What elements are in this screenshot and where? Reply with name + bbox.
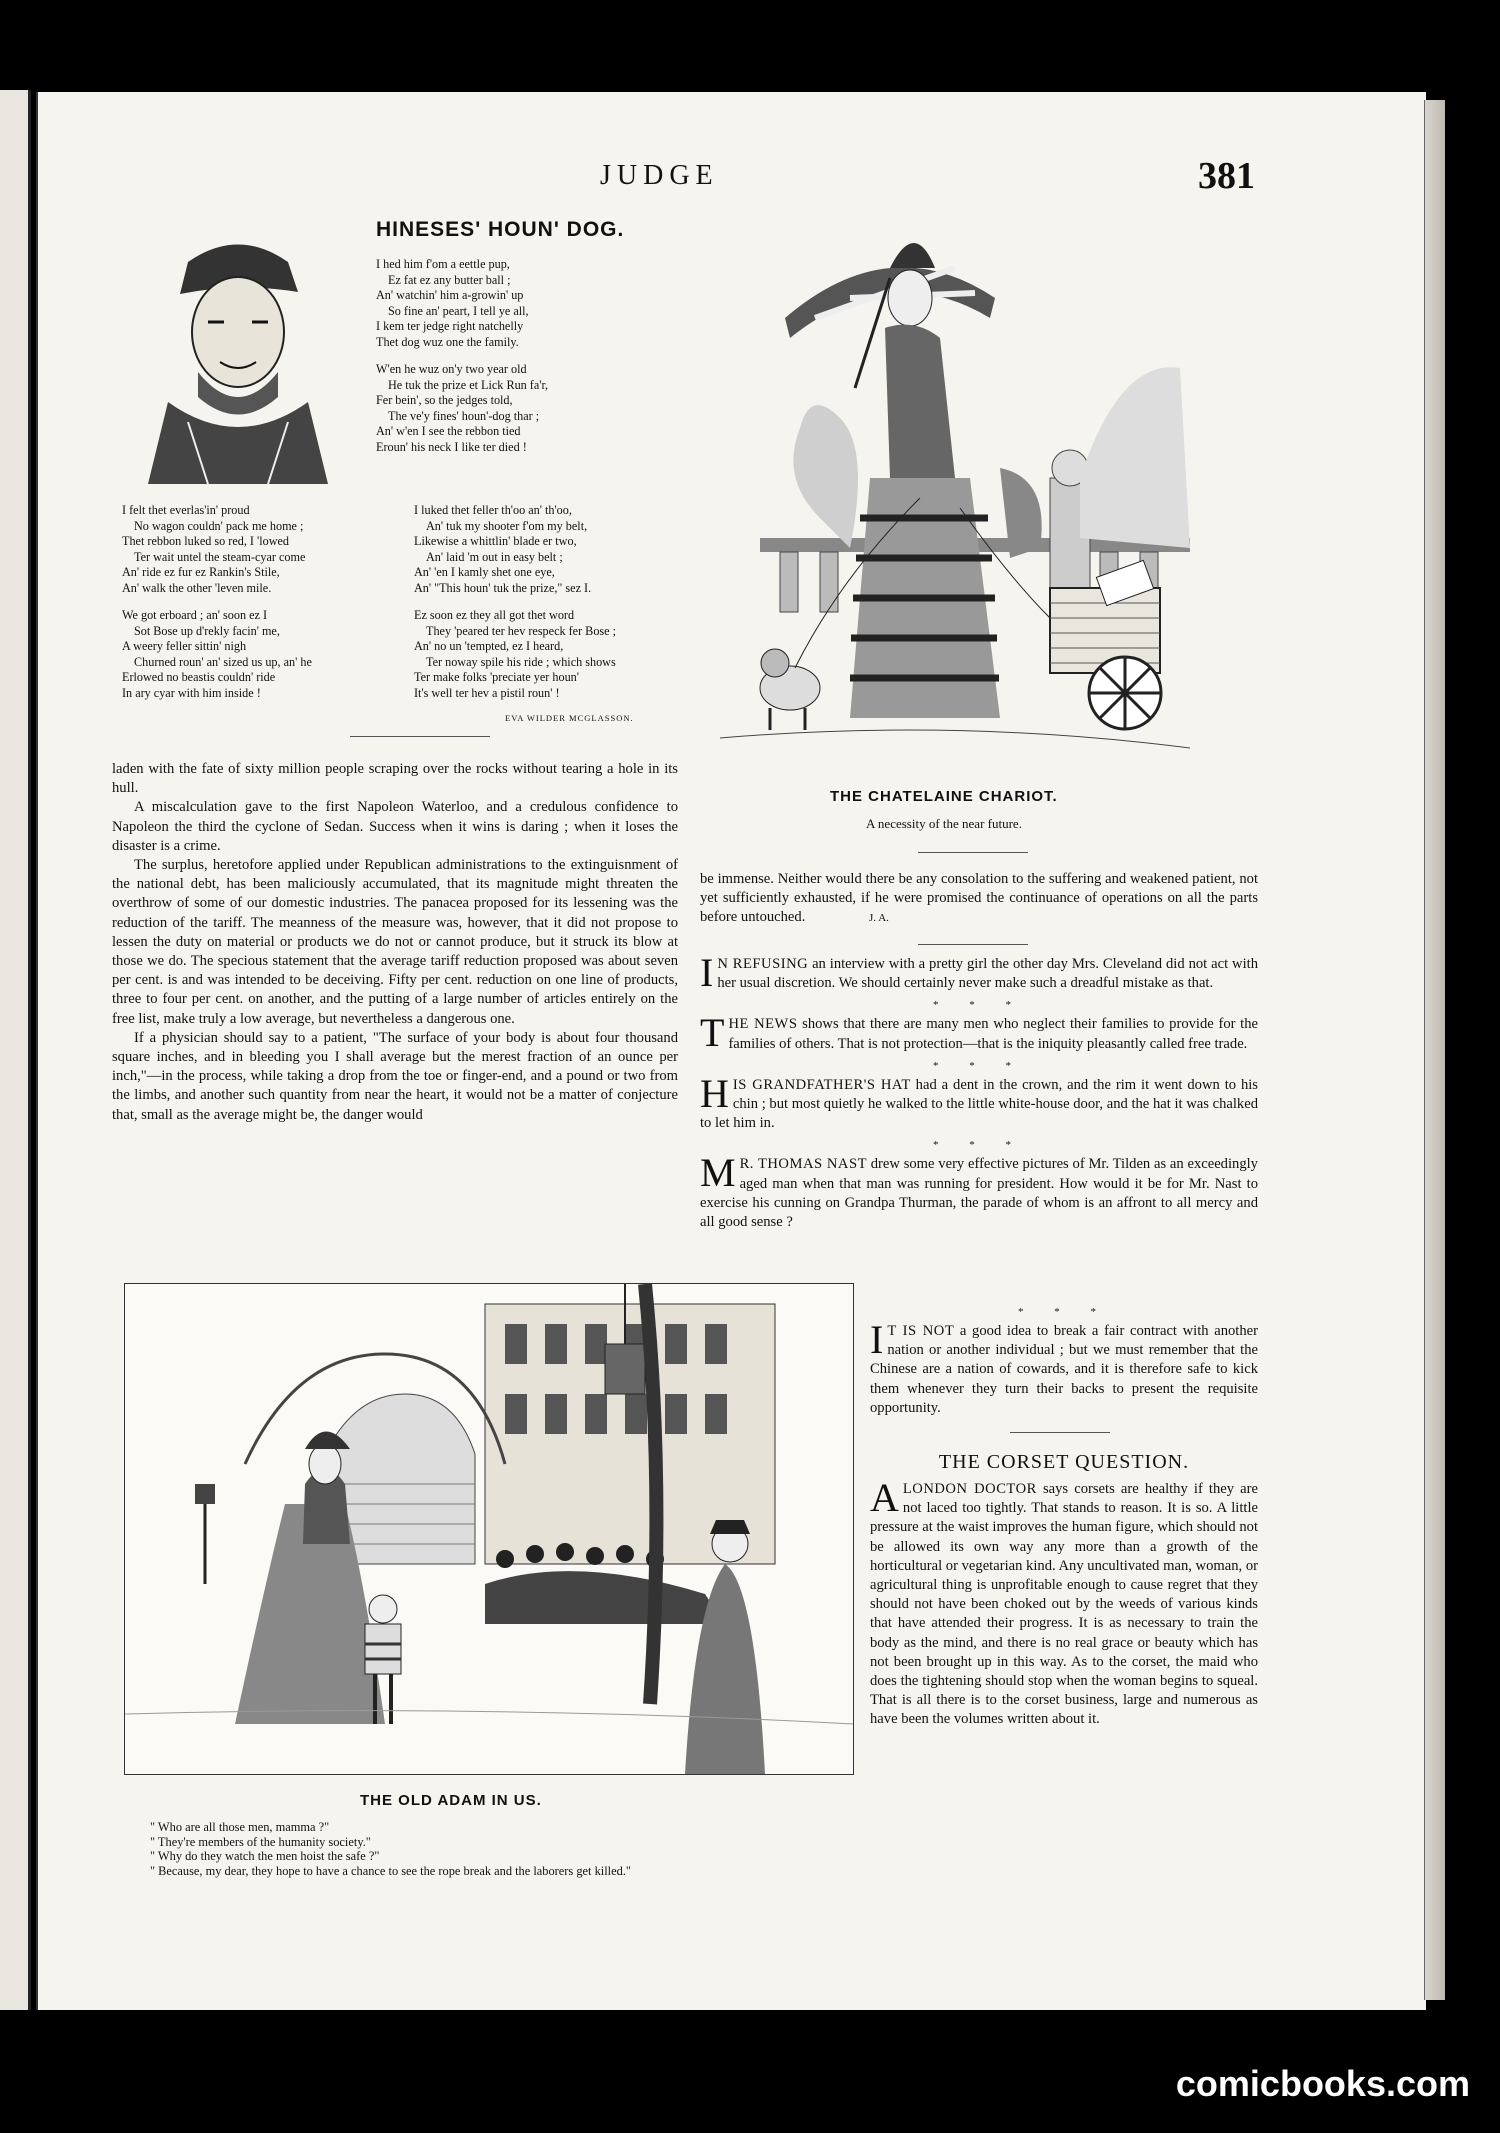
poem-line: An' w'en I see the rebbon tied <box>376 424 521 438</box>
poem-line: So fine an' peart, I tell ye all, <box>388 303 529 318</box>
poem-column-2 <box>122 503 382 713</box>
editorial-signature: J. A. <box>869 912 889 925</box>
drop-cap: I <box>700 950 714 995</box>
short-item <box>870 1317 1258 1418</box>
corset-title: THE CORSET QUESTION. <box>938 1451 1190 1474</box>
dialogue-line: " Because, my dear, they hope to have a chance to see the rope break and the laborers get killed." <box>150 1863 631 1878</box>
poem-stanza <box>122 608 382 701</box>
item-text: drew some very effective pictures of Mr. Tilden as an exceedingly aged man when that man was running for president. How would it be for Mr. Nast to exercise his cunning on Grandpa Thurman, the parade of whom is an affront to all mercy and all good sense ? <box>700 1156 1258 1231</box>
editorial-column <box>112 760 678 1125</box>
editorial-continuation <box>700 870 1258 929</box>
old-adam-illustration <box>124 1283 854 1775</box>
poem-line: An' no un 'tempted, ez I heard, <box>414 639 564 653</box>
editorial-continuation-block <box>700 870 1258 929</box>
item-lead: LONDON DOCTOR <box>902 1481 1037 1498</box>
item-text: shows that there are many men who neglect their families to provide for the families of others. That is not protection—that is the iniquity pleasantly called free trade. <box>728 1016 1259 1052</box>
poem-line: Ter noway spile his ride ; which shows <box>426 654 616 669</box>
drop-cap: M <box>700 1150 736 1196</box>
short-items <box>700 950 1259 1232</box>
poem-line: Ez soon ez they all got thet word <box>414 608 575 622</box>
poem-line: The ve'y fines' houn'-dog thar ; <box>388 408 540 423</box>
hineses-portrait-illustration <box>128 222 346 484</box>
poem-line: An' ride ez fur ez Rankin's Stile, <box>122 565 280 579</box>
page-number: 381 <box>1198 155 1255 197</box>
chatelaine-rule <box>918 852 1028 853</box>
short-item <box>700 1010 1259 1056</box>
section-stars: * * * <box>1018 1306 1110 1318</box>
poem-line: An' walk the other 'leven mile. <box>122 580 272 595</box>
short-item <box>700 1070 1258 1134</box>
poem-column-3 <box>414 503 684 713</box>
item-lead: R. THOMAS NAST <box>739 1156 867 1173</box>
poem-line: An' laid 'm out in easy belt ; <box>426 549 563 564</box>
poem-column-1 <box>376 257 616 467</box>
poem-line: W'en he wuz on'y two year old <box>376 362 527 376</box>
poem-line: Ez fat ez any butter ball ; <box>388 272 511 287</box>
poem-stanza <box>414 503 684 596</box>
poem-end-rule <box>350 736 490 737</box>
item-end-rule <box>1010 1432 1110 1433</box>
poem-line: A weery feller sittin' nigh <box>122 639 247 653</box>
poem-line: They 'peared ter hev respeck fer Bose ; <box>426 623 616 638</box>
previous-page-edge <box>0 90 31 2010</box>
poem-line: Fer bein', so the jedges told, <box>376 393 513 407</box>
short-item <box>700 1150 1258 1232</box>
editorial-end-rule <box>918 944 1028 945</box>
old-adam-caption-title: THE OLD ADAM IN US. <box>360 1792 542 1809</box>
poem-line: Erlowed no beastis couldn' ride <box>122 670 276 684</box>
editorial-paragraph: laden with the fate of sixty million people scraping over the rocks without tearing a hole in its hull. <box>112 761 678 797</box>
poem-stanza <box>122 503 382 596</box>
section-stars: * * * <box>933 1139 1025 1152</box>
page-stack-edge <box>1424 100 1445 2000</box>
poem-title: HINESES' HOUN' DOG. <box>376 218 625 241</box>
editorial-continuation-text: be immense. Neither would there be any consolation to the suffering and weakened patient, not yet sufficiently exhausted, if he were promised the continuance of operations on all the parts before untouched. <box>700 871 1258 926</box>
poem-line: I hed him f'om a eettle pup, <box>376 257 510 271</box>
dialogue-line: " Who are all those men, mamma ?" <box>150 1820 330 1834</box>
corset-article <box>870 1475 1258 1730</box>
poem-line: It's well ter hev a pistil roun' ! <box>414 685 560 700</box>
poem-line: An' watchin' him a-growin' up <box>376 288 524 302</box>
item-lead: N REFUSING <box>717 956 809 972</box>
poem-line: I felt thet everlas'in' proud <box>122 503 250 517</box>
poem-line: An' tuk my shooter f'om my belt, <box>426 518 588 533</box>
section-stars: * * * <box>933 999 1025 1012</box>
short-items-lower <box>870 1300 1258 1730</box>
dialogue-line: " Why do they watch the men hoist the safe ?" <box>150 1849 380 1863</box>
old-adam-dialogue <box>150 1820 850 1878</box>
poem-line: An' "This houn' tuk the prize," sez I. <box>414 580 592 595</box>
poem-line: We got erboard ; an' soon ez I <box>122 608 268 622</box>
item-lead: HE NEWS <box>728 1016 798 1033</box>
poem-line: In ary cyar with him inside ! <box>122 685 261 700</box>
poem-line: Ter make folks 'preciate yer houn' <box>414 670 579 684</box>
drop-cap: T <box>700 1010 725 1056</box>
site-watermark: comicbooks.com <box>1175 2063 1470 2104</box>
item-lead: IS GRANDFATHER'S HAT <box>732 1076 911 1093</box>
editorial-paragraph: If a physician should say to a patient, "The surface of your body is about four thousand square inches, and in bleeding you I shall average but the merest fraction of an ounce per inch,"—in the process, while taking a drop from the toe or finger-end, and a pound or two from the limbs, and another such quantity from near the heart, it would not be a matter of conjecture that, small as the average might be, the danger would <box>112 1029 678 1123</box>
poem-author: EVA WILDER MCGLASSON. <box>505 713 634 723</box>
poem-line: Thet dog wuz one the family. <box>376 334 519 349</box>
item-text: a good idea to break a fair contract with another nation or another individual ; but we must remember that the Chinese are a nation of cowards, and it is therefore safe to kick them whenever they turn their backs to present the requisite opportunity. <box>870 1323 1258 1416</box>
poem-line: I kem ter jedge right natchelly <box>376 319 524 333</box>
poem-line: Likewise a whittlin' blade er two, <box>414 534 577 548</box>
running-head: JUDGE <box>600 160 719 191</box>
dialogue-line: " They're members of the humanity society." <box>150 1834 371 1849</box>
poem-line: Sot Bose up d'rekly facin' me, <box>134 623 280 638</box>
chatelaine-caption-title: THE CHATELAINE CHARIOT. <box>830 788 1058 805</box>
chatelaine-caption-subtitle: A necessity of the near future. <box>866 816 1022 831</box>
poem-stanza <box>414 608 684 701</box>
editorial-paragraph: A miscalculation gave to the first Napoleon Waterloo, and a credulous confidence to Napoleon the third the cyclone of Sedan. Success when it wins is daring ; when it loses the disaster is a crime. <box>112 799 678 854</box>
poem-line: An' 'en I kamly shet one eye, <box>414 565 555 579</box>
poem-line: I luked thet feller th'oo an' th'oo, <box>414 503 572 517</box>
drop-cap: H <box>700 1070 729 1116</box>
editorial-paragraph: The surplus, heretofore applied under Republican administrations to the extinguisnment of the national debt, has been maliciously accumulated, that its magnitude might threaten the overthrow of some of our domestic industries. The panacea proposed for its lessening was the reduction of the tariff. The meanness of the measure was, however, that it did not propose to lessen the duty on material or products we do not or cannot produce, but it struck its blow at those we do. The specious statement that the average tariff reduction proposed was about seven per cent. is and was intended to be deceiving. Fifty per cent. reduction on one line of products, three to four per cent. on another, and the putting of a large number of articles entirely on the free list, make truly a low average, but nevertheless a dangerous one. <box>112 857 678 1027</box>
poem-line: He tuk the prize et Lick Run fa'r, <box>388 377 549 392</box>
item-text: an interview with a pretty girl the other day Mrs. Cleveland did not act with her usual discretion. We should certainly never make such a dreadful mistake as that. <box>717 956 1259 992</box>
poem-line: Ter wait untel the steam-cyar come <box>134 549 306 564</box>
drop-cap: A <box>870 1475 899 1521</box>
poem-line: No wagon couldn' pack me home ; <box>134 518 304 533</box>
item-text: says corsets are healthy if they are not laced too tightly. That stands to reason. It is so. A little pressure at the waist improves the human figure, which should not be allowed its own way any more than a growth of the horticultural or vegetarian kind. Any uncultivated man, woman, or agricultural thing is unprofitable enough to cause regret that they should not have been choked out by the weeds of various kinds that have attended their progress. It is as necessary to train the body as the mind, and there is no real grace or beauty which has not been brought up in this way. As to the corset, the maid who does the tightening should stop when the woman begins to squeal. That is all there is to the corset business, large and numerous as have been the volumes written about it. <box>870 1481 1258 1728</box>
poem-line: Churned roun' an' sized us up, an' he <box>134 654 312 669</box>
drop-cap: I <box>870 1317 884 1362</box>
poem-line: Eroun' his neck I like ter died ! <box>376 439 527 454</box>
poem-line: Thet rebbon luked so red, I 'lowed <box>122 534 290 548</box>
section-stars: * * * <box>933 1059 1025 1072</box>
short-item <box>700 950 1259 995</box>
poem-stanza <box>376 362 616 455</box>
chatelaine-chariot-illustration <box>720 218 1190 763</box>
poem-stanza <box>376 257 616 350</box>
item-text: had a dent in the crown, and the rim it went down to his chin ; but most quietly he walked to the little white-house door, and the hat it was chalked to let him in. <box>700 1076 1258 1132</box>
item-lead: T IS NOT <box>887 1323 955 1339</box>
